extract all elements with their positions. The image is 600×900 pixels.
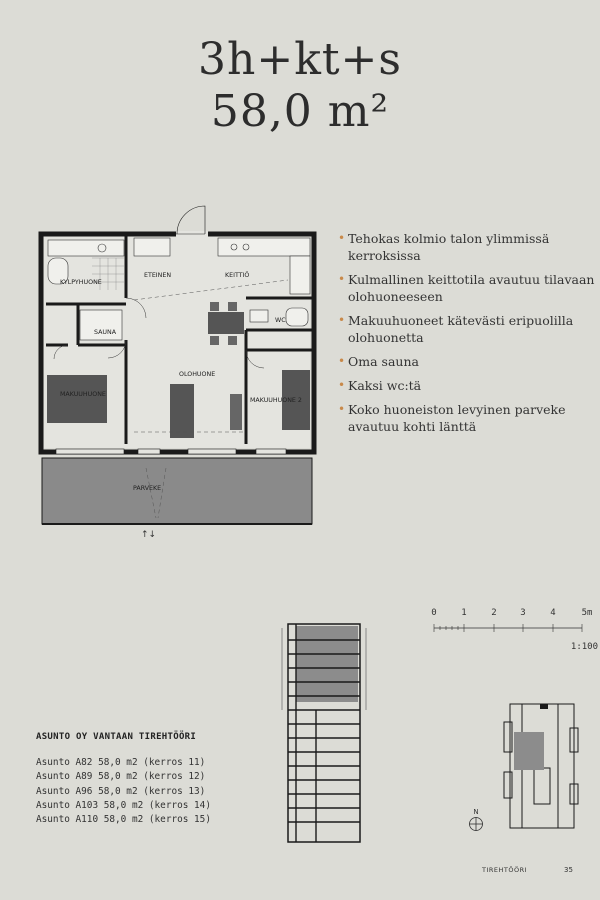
bullet-icon: • <box>338 402 346 416</box>
north-label: N <box>473 808 479 816</box>
page-number: 35 <box>564 866 573 874</box>
label-living: OLOHUONE <box>179 371 216 378</box>
sofa <box>170 384 194 438</box>
bullet-icon: • <box>338 378 346 392</box>
entry-arrows: ↑↓ <box>141 530 157 540</box>
bed-1 <box>47 375 107 423</box>
feature-list <box>338 230 600 442</box>
label-sauna: SAUNA <box>94 329 117 336</box>
apartment-type-title: 3h+kt+s <box>198 34 402 85</box>
bullet-icon: • <box>338 354 346 368</box>
unit-item: Asunto A96 58,0 m2 (kerros 13) <box>36 785 206 797</box>
unit-item: Asunto A110 58,0 m2 (kerros 15) <box>36 814 211 826</box>
scale-tick: 2 <box>491 608 497 618</box>
site-plan-diagram <box>500 698 580 830</box>
feature-item: • Kulmallinen keittotila avautuu tilavaan olohuoneeseen <box>338 272 595 304</box>
scale-tick: 4 <box>550 608 556 618</box>
label-bedroom-1: MAKUUHUONE <box>60 391 106 398</box>
label-wc: WC <box>275 317 286 324</box>
unit-item: Asunto A82 58,0 m2 (kerros 11) <box>36 757 206 768</box>
scale-tick: 5m <box>581 608 593 618</box>
unit-item: Asunto A103 58,0 m2 (kerros 14) <box>36 799 211 811</box>
side-cabinet <box>230 394 242 430</box>
feature-item: • Tehokas kolmio talon ylimmissä kerroksissa <box>338 231 550 263</box>
scale-tick: 0 <box>431 608 437 618</box>
unit-item: Asunto A89 58,0 m2 (kerros 12) <box>36 771 206 783</box>
feature-item: • Makuuhuoneet kätevästi eripuolilla olohuonetta <box>338 313 574 345</box>
feature-item: • Oma sauna <box>338 354 419 369</box>
scale-bar <box>432 608 598 658</box>
scale-ratio: 1:100 <box>570 642 598 652</box>
label-bedroom-2: MAKUUHUONE 2 <box>250 397 302 404</box>
floor-plan <box>38 200 320 532</box>
apartment-area-title: 58,0 m² <box>210 86 390 137</box>
feature-item: • Koko huoneiston levyinen parveke avautuu kohti länttä <box>338 402 566 434</box>
scale-ruler <box>432 622 592 634</box>
bullet-icon: • <box>338 231 346 245</box>
label-hall: ETEINEN <box>144 272 172 279</box>
balcony-area <box>42 458 312 524</box>
label-kitchen: KEITTIÖ <box>225 272 250 279</box>
footer-project-name: TIREHTÖÖRI <box>482 866 528 874</box>
scale-tick: 1 <box>461 608 467 618</box>
label-balcony: PARVEKE <box>133 485 162 492</box>
highlighted-floors <box>296 626 358 702</box>
unit-list <box>36 756 211 827</box>
feature-item: • Kaksi wc:tä <box>338 378 422 393</box>
building-section-diagram <box>278 620 378 848</box>
compass-icon <box>468 816 484 832</box>
company-name: ASUNTO OY VANTAAN TIREHTÖÖRI <box>36 732 197 742</box>
bullet-icon: • <box>338 272 346 286</box>
scale-tick: 3 <box>520 608 526 618</box>
highlighted-apartment <box>514 732 544 770</box>
label-bathroom: KYLPYHUONE <box>60 279 102 286</box>
north-indicator <box>466 808 486 834</box>
bullet-icon: • <box>338 313 346 327</box>
